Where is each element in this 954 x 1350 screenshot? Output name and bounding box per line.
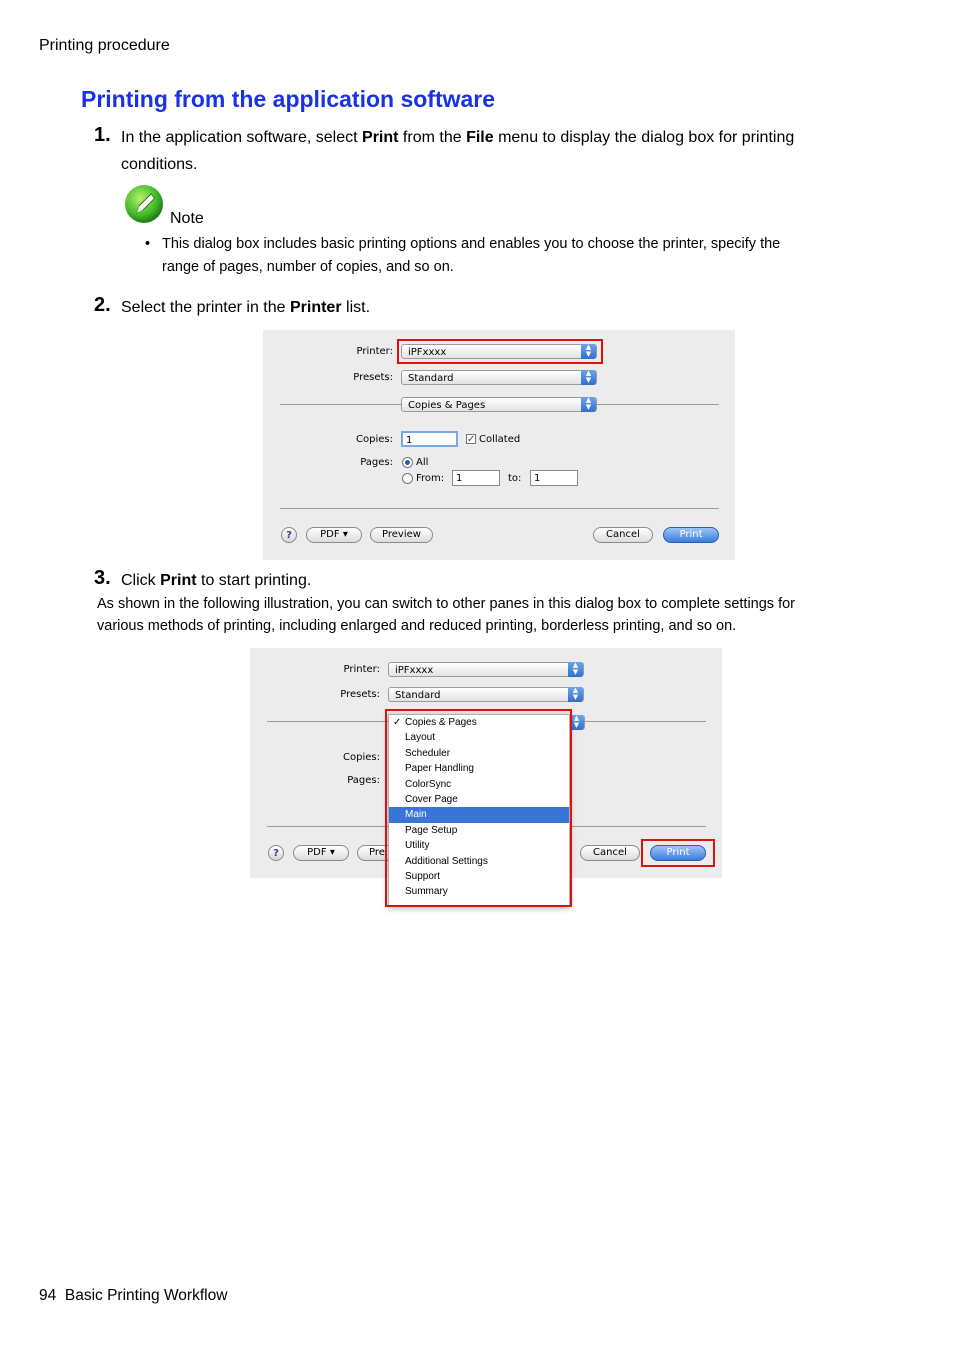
note-label: Note bbox=[170, 210, 204, 227]
popup-arrows-icon: ▲ ▼ bbox=[581, 344, 596, 359]
popup-arrows-icon: ▲ ▼ bbox=[569, 715, 584, 730]
step-3-text-post: to start printing. bbox=[196, 572, 312, 589]
menu-item-label: Utility bbox=[405, 840, 430, 852]
print-button[interactable]: Print bbox=[650, 845, 706, 861]
popup-arrows-icon: ▲ ▼ bbox=[581, 370, 596, 385]
page-footer bbox=[39, 1287, 227, 1305]
step-3-bold-print: Print bbox=[160, 572, 197, 589]
pane-popup-value: Copies & Pages bbox=[408, 400, 486, 411]
chapter-title: Basic Printing Workflow bbox=[64, 1287, 228, 1304]
step-3-number: 3. bbox=[94, 567, 111, 589]
step-2-text-post: list. bbox=[341, 299, 371, 316]
divider-left bbox=[267, 721, 388, 722]
pages-from-label: From: bbox=[416, 473, 445, 484]
section-title: Printing from the application software bbox=[81, 86, 496, 112]
step-2-number: 2. bbox=[94, 294, 111, 316]
menu-item-label: Cover Page bbox=[405, 793, 458, 805]
pane-popup[interactable] bbox=[401, 397, 597, 412]
step-2-text bbox=[121, 294, 370, 321]
pages-all-label: All bbox=[416, 457, 429, 468]
note-text bbox=[162, 233, 882, 279]
presets-popup-value: Standard bbox=[408, 373, 454, 384]
running-header: Printing procedure bbox=[39, 37, 170, 54]
menu-item-label: Copies & Pages bbox=[405, 717, 477, 728]
printer-label: Printer: bbox=[356, 346, 393, 357]
step-2-bold-printer: Printer bbox=[289, 299, 342, 316]
presets-label: Presets: bbox=[340, 689, 380, 700]
presets-popup[interactable] bbox=[388, 687, 584, 702]
help-button[interactable]: ? bbox=[281, 527, 297, 543]
step-1-text bbox=[121, 124, 901, 178]
popup-arrows-icon: ▲ ▼ bbox=[581, 397, 596, 412]
step-1-bold-file: File bbox=[466, 129, 494, 146]
pages-all-radio[interactable] bbox=[402, 457, 413, 468]
note-text-line2: range of pages, number of copies, and so on. bbox=[162, 259, 454, 275]
printer-popup-value: iPFxxxx bbox=[395, 665, 434, 676]
copies-label: Copies: bbox=[343, 752, 380, 763]
collated-checkbox[interactable]: ✓ bbox=[467, 434, 476, 445]
collated-label: Collated bbox=[479, 434, 521, 445]
printer-label: Printer: bbox=[343, 664, 380, 675]
page-number: 94 bbox=[39, 1287, 57, 1304]
copies-label: Copies: bbox=[356, 434, 393, 445]
menu-item-label: Main bbox=[405, 809, 427, 821]
to-label: to: bbox=[508, 473, 522, 484]
print-dialog-screenshot-1 bbox=[263, 330, 735, 560]
pages-from-radio[interactable] bbox=[402, 473, 413, 484]
menu-item-label: Support bbox=[405, 870, 441, 882]
divider-right bbox=[584, 721, 706, 722]
menu-item-label: Additional Settings bbox=[405, 855, 488, 867]
menu-item-label: Summary bbox=[405, 886, 448, 898]
from-page-field[interactable]: 1 bbox=[452, 470, 500, 486]
step-1-text-line2: conditions. bbox=[121, 156, 198, 173]
step-3-paragraph bbox=[97, 593, 897, 637]
printer-popup[interactable] bbox=[388, 662, 584, 677]
menu-item-label: ColorSync bbox=[405, 778, 452, 790]
step-3-paragraph-line2: various methods of printing, including enlarged and reduced printing, borderless printing, and so on. bbox=[97, 618, 737, 634]
preview-button[interactable]: Preview bbox=[370, 527, 433, 543]
divider-left bbox=[280, 404, 401, 405]
help-button[interactable]: ? bbox=[268, 845, 284, 861]
cancel-button[interactable]: Cancel bbox=[580, 845, 640, 861]
popup-arrows-icon: ▲ ▼ bbox=[568, 687, 583, 702]
to-page-field[interactable]: 1 bbox=[530, 470, 578, 486]
step-1-number: 1. bbox=[94, 124, 111, 146]
pages-label: Pages: bbox=[347, 775, 380, 786]
menu-item-label: Scheduler bbox=[405, 747, 451, 759]
cancel-button[interactable]: Cancel bbox=[593, 527, 653, 543]
pdf-button[interactable]: PDF ▾ bbox=[293, 845, 349, 861]
checkmark-icon: ✓ bbox=[393, 717, 402, 728]
presets-popup-value: Standard bbox=[395, 690, 441, 701]
print-button-highlight-box bbox=[641, 839, 715, 867]
menu-item-label: Paper Handling bbox=[405, 763, 474, 775]
preview-button[interactable]: Pre bbox=[357, 845, 420, 861]
copies-field[interactable]: 1 bbox=[401, 431, 458, 447]
step-3-paragraph-line1: As shown in the following illustration, you can switch to other panes in this dialog box to complete settings for bbox=[97, 596, 795, 612]
pdf-button[interactable]: PDF ▾ bbox=[306, 527, 362, 543]
divider-bottom bbox=[280, 508, 719, 509]
step-1-text-pre: In the application software, select bbox=[121, 129, 363, 146]
menu-item-label: Page Setup bbox=[405, 824, 458, 836]
step-1-text-post: menu to display the dialog box for printing bbox=[493, 129, 795, 146]
printer-highlight-box bbox=[397, 339, 603, 364]
print-button[interactable]: Print bbox=[663, 527, 719, 543]
note-text-line1: This dialog box includes basic printing options and enables you to choose the printer, specify the bbox=[162, 236, 781, 252]
divider-right bbox=[597, 404, 719, 405]
pages-label: Pages: bbox=[360, 457, 393, 468]
menu-item-label: Layout bbox=[405, 732, 436, 744]
step-3-text-pre: Click bbox=[121, 572, 161, 589]
step-2-text-pre: Select the printer in the bbox=[121, 299, 290, 316]
pencil-note-icon bbox=[124, 184, 164, 224]
printer-popup-value: iPFxxxx bbox=[408, 347, 447, 358]
pane-menu-highlight-box bbox=[385, 709, 572, 907]
step-1-bold-print: Print bbox=[362, 129, 399, 146]
popup-arrows-icon: ▲ ▼ bbox=[568, 662, 583, 677]
step-3-text bbox=[121, 567, 311, 594]
step-1-text-mid: from the bbox=[398, 129, 467, 146]
note-bullet: • bbox=[145, 236, 151, 252]
presets-popup[interactable] bbox=[401, 370, 597, 385]
presets-label: Presets: bbox=[353, 372, 393, 383]
